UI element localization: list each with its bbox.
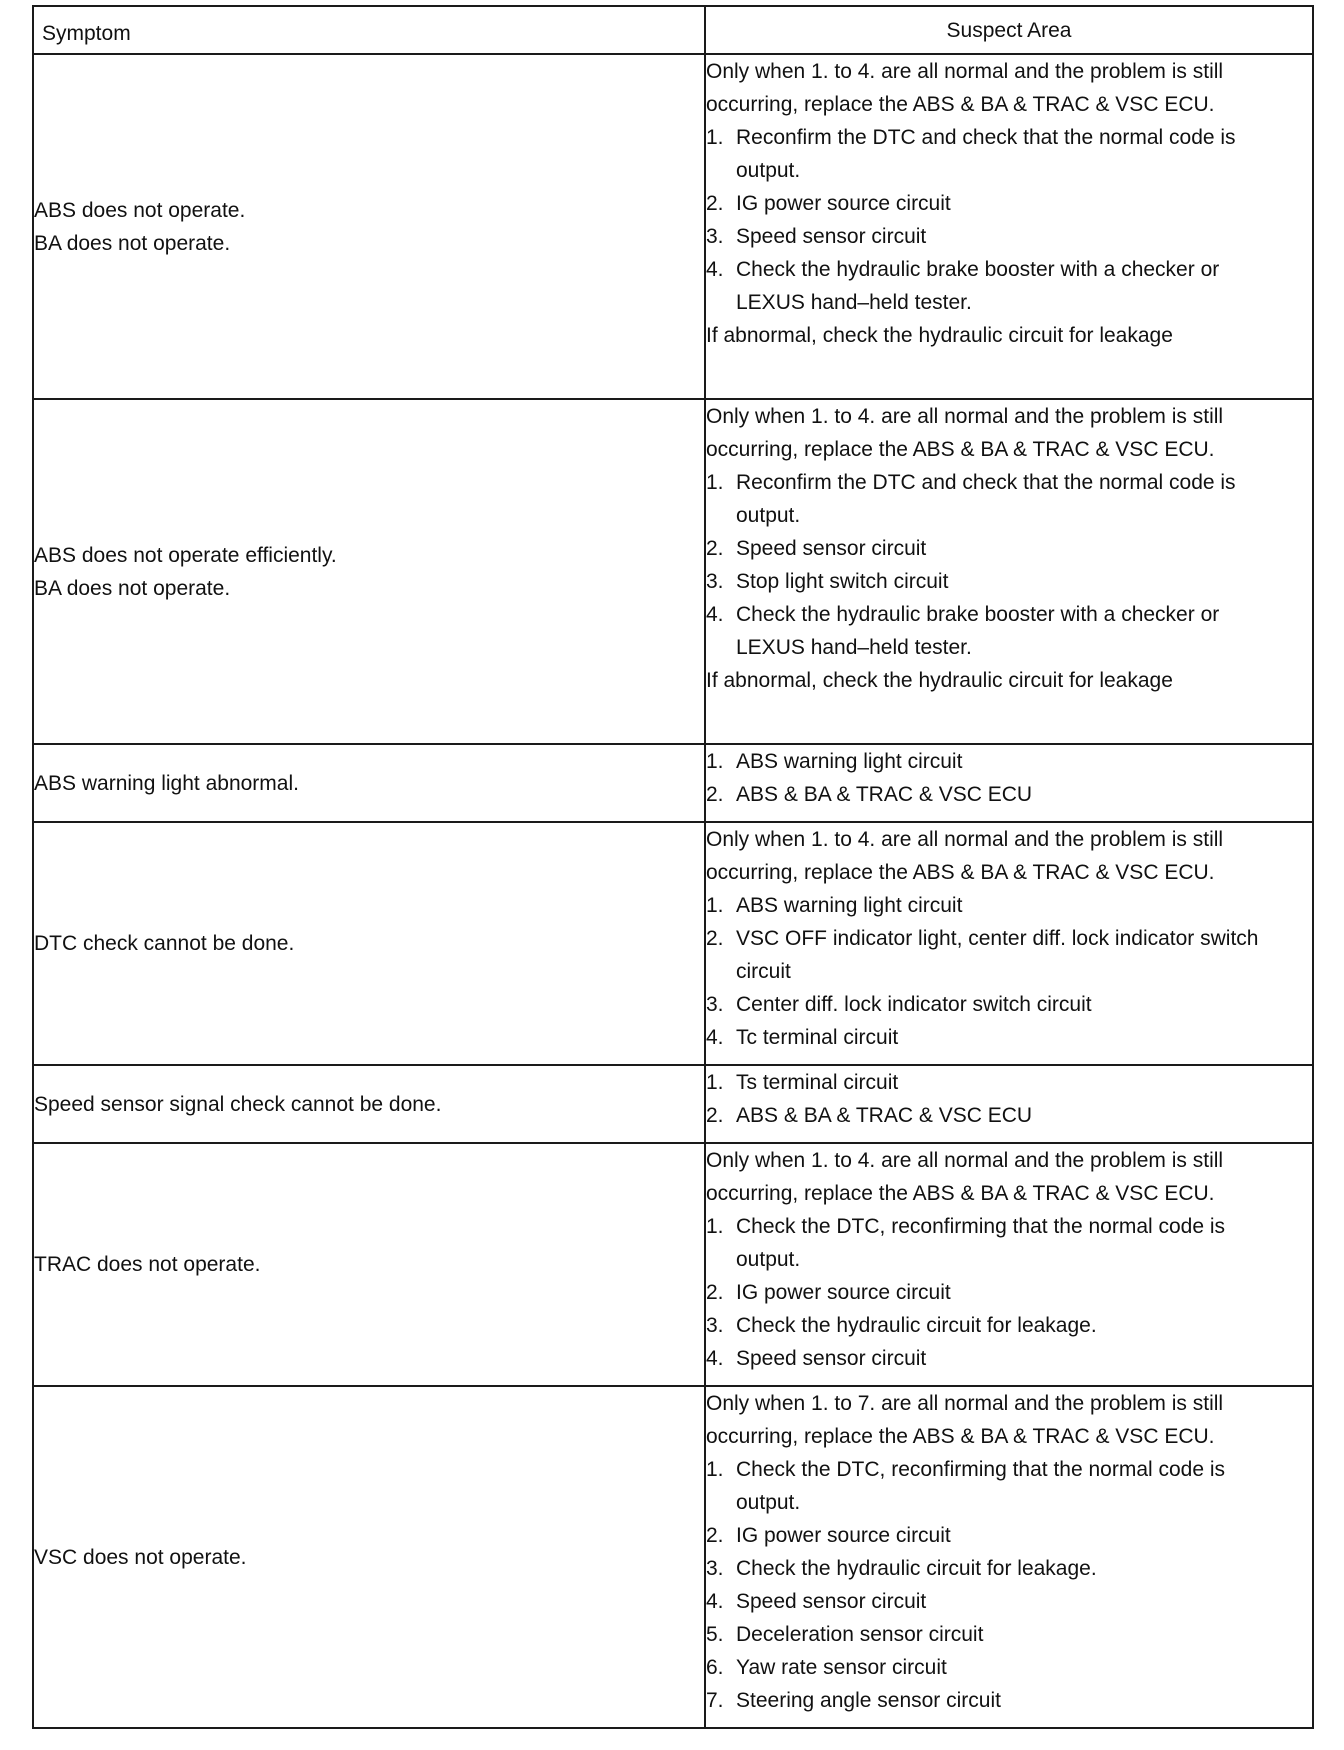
suspect-area-cell <box>705 744 1313 822</box>
item-text-block <box>736 1552 1312 1585</box>
item-number: 1. <box>706 750 724 773</box>
item-number: 1. <box>706 126 724 149</box>
symptom-cell <box>33 1143 705 1386</box>
item-text: output. <box>736 1491 801 1514</box>
symptom-cell <box>33 744 705 822</box>
item-number: 4. <box>706 258 724 281</box>
item-text: Reconfirm the DTC and check that the normal code is <box>736 471 1236 494</box>
item-text: Speed sensor circuit <box>736 225 927 248</box>
symptom-text: ABS does not operate. <box>34 198 246 222</box>
item-text-block <box>736 1453 1312 1519</box>
item-text-block <box>736 1210 1312 1276</box>
item-text: output. <box>736 159 801 182</box>
item-text: Stop light switch circuit <box>736 570 949 593</box>
list-item <box>706 1210 1312 1276</box>
intro-text: occurring, replace the ABS & BA & TRAC & VSC ECU. <box>706 438 1215 461</box>
item-number: 1. <box>706 1215 724 1238</box>
item-number: 1. <box>706 1071 724 1094</box>
suspect-area-cell <box>705 399 1313 744</box>
item-text: LEXUS hand–held tester. <box>736 636 972 659</box>
item-text: Deceleration sensor circuit <box>736 1623 984 1646</box>
item-number: 1. <box>706 894 724 917</box>
item-number: 4. <box>706 1026 724 1049</box>
item-text-block <box>736 598 1312 664</box>
item-text-block <box>736 532 1312 565</box>
item-number: 3. <box>706 570 724 593</box>
symptom-text: ABS does not operate efficiently. <box>34 543 337 567</box>
list-item <box>706 1099 1312 1132</box>
footer-note: If abnormal, check the hydraulic circuit for leakage <box>706 324 1173 347</box>
list-item <box>706 565 1312 598</box>
item-text-block <box>736 1618 1312 1651</box>
list-item <box>706 1342 1312 1375</box>
list-item <box>706 922 1312 988</box>
list-item <box>706 1066 1312 1099</box>
item-text: Reconfirm the DTC and check that the normal code is <box>736 126 1236 149</box>
list-item <box>706 1309 1312 1342</box>
item-text-block <box>736 1651 1312 1684</box>
item-number: 2. <box>706 192 724 215</box>
item-number: 4. <box>706 603 724 626</box>
item-text: ABS warning light circuit <box>736 750 963 773</box>
list-item <box>706 187 1312 220</box>
item-text-block <box>736 889 1312 922</box>
item-text-block <box>736 778 1312 811</box>
item-text-block <box>736 253 1312 319</box>
list-item <box>706 889 1312 922</box>
item-text-block <box>736 1309 1312 1342</box>
item-number: 6. <box>706 1656 724 1679</box>
list-item <box>706 598 1312 664</box>
list-item <box>706 1684 1312 1717</box>
intro-text: occurring, replace the ABS & BA & TRAC & VSC ECU. <box>706 861 1215 884</box>
item-text-block <box>736 187 1312 220</box>
item-number: 1. <box>706 471 724 494</box>
list-item <box>706 1552 1312 1585</box>
item-text-block <box>736 1021 1312 1054</box>
list-item <box>706 532 1312 565</box>
suspect-area-header: Suspect Area <box>705 6 1313 54</box>
item-text-block <box>736 1684 1312 1717</box>
item-text: Check the DTC, reconfirming that the normal code is <box>736 1215 1226 1238</box>
symptom-header: Symptom <box>33 6 705 54</box>
symptom-table <box>32 5 1314 1729</box>
suspect-area-cell <box>705 1143 1313 1386</box>
item-text: Ts terminal circuit <box>736 1071 899 1094</box>
table-row <box>33 1065 1313 1143</box>
item-text: output. <box>736 504 801 527</box>
item-number: 3. <box>706 993 724 1016</box>
table-row <box>33 1143 1313 1386</box>
symptom-text: BA does not operate. <box>34 576 231 600</box>
intro-text: Only when 1. to 4. are all normal and the problem is still <box>706 60 1224 83</box>
item-text-block <box>736 922 1312 988</box>
symptom-text: Speed sensor signal check cannot be done. <box>34 1092 442 1116</box>
item-text: Steering angle sensor circuit <box>736 1689 1001 1712</box>
footer-note: If abnormal, check the hydraulic circuit for leakage <box>706 669 1173 692</box>
intro-text: Only when 1. to 4. are all normal and the problem is still <box>706 828 1224 851</box>
item-text: Center diff. lock indicator switch circuit <box>736 993 1092 1016</box>
symptom-cell <box>33 822 705 1065</box>
item-number: 2. <box>706 1281 724 1304</box>
suspect-area-cell <box>705 1065 1313 1143</box>
item-number: 5. <box>706 1623 724 1646</box>
item-text-block <box>736 1585 1312 1618</box>
item-text-block <box>736 1519 1312 1552</box>
item-number: 3. <box>706 1557 724 1580</box>
list-item <box>706 1453 1312 1519</box>
suspect-area-cell <box>705 1386 1313 1728</box>
item-text: Check the DTC, reconfirming that the normal code is <box>736 1458 1226 1481</box>
item-text-block <box>736 988 1312 1021</box>
item-number: 2. <box>706 783 724 806</box>
table-row <box>33 54 1313 399</box>
item-text-block <box>736 1099 1312 1132</box>
list-item <box>706 1585 1312 1618</box>
list-item <box>706 1618 1312 1651</box>
item-text: Check the hydraulic brake booster with a checker or <box>736 258 1220 281</box>
item-text-block <box>736 565 1312 598</box>
list-item <box>706 121 1312 187</box>
item-text-block <box>736 121 1312 187</box>
table-body <box>33 54 1313 1728</box>
item-text: IG power source circuit <box>736 1281 951 1304</box>
list-item <box>706 1021 1312 1054</box>
symptom-cell <box>33 1386 705 1728</box>
intro-text: occurring, replace the ABS & BA & TRAC & VSC ECU. <box>706 93 1215 116</box>
item-number: 4. <box>706 1347 724 1370</box>
item-number: 4. <box>706 1590 724 1613</box>
item-text-block <box>736 220 1312 253</box>
header-row <box>33 6 1313 54</box>
item-text: Check the hydraulic circuit for leakage. <box>736 1557 1097 1580</box>
item-number: 2. <box>706 537 724 560</box>
item-text-block <box>736 1066 1312 1099</box>
list-item <box>706 1276 1312 1309</box>
item-text: IG power source circuit <box>736 1524 951 1547</box>
item-text: Speed sensor circuit <box>736 1347 927 1370</box>
item-text: Yaw rate sensor circuit <box>736 1656 947 1679</box>
item-text: IG power source circuit <box>736 192 951 215</box>
table-row <box>33 1386 1313 1728</box>
symptom-text: VSC does not operate. <box>34 1545 247 1569</box>
intro-text: Only when 1. to 4. are all normal and the problem is still <box>706 1149 1224 1172</box>
symptom-cell <box>33 54 705 399</box>
list-item <box>706 1519 1312 1552</box>
item-text: output. <box>736 1248 801 1271</box>
symptom-cell <box>33 1065 705 1143</box>
list-item <box>706 988 1312 1021</box>
symptom-text: ABS warning light abnormal. <box>34 771 299 795</box>
item-text-block <box>736 466 1312 532</box>
item-text-block <box>736 1342 1312 1375</box>
list-item <box>706 253 1312 319</box>
item-text: LEXUS hand–held tester. <box>736 291 972 314</box>
item-number: 3. <box>706 225 724 248</box>
item-number: 7. <box>706 1689 724 1712</box>
item-number: 2. <box>706 1524 724 1547</box>
intro-text: Only when 1. to 7. are all normal and the problem is still <box>706 1392 1224 1415</box>
symptom-text: TRAC does not operate. <box>34 1253 261 1276</box>
item-number: 3. <box>706 1314 724 1337</box>
suspect-area-cell <box>705 54 1313 399</box>
suspect-area-cell <box>705 822 1313 1065</box>
item-text: Check the hydraulic brake booster with a checker or <box>736 603 1220 626</box>
item-number: 2. <box>706 927 724 950</box>
item-text: ABS & BA & TRAC & VSC ECU <box>736 1104 1033 1127</box>
table-row <box>33 399 1313 744</box>
list-item <box>706 220 1312 253</box>
symptom-text: DTC check cannot be done. <box>34 932 295 955</box>
symptom-text: BA does not operate. <box>34 231 231 255</box>
table-row <box>33 822 1313 1065</box>
item-text: circuit <box>736 960 791 983</box>
list-item <box>706 466 1312 532</box>
list-item <box>706 778 1312 811</box>
item-number: 1. <box>706 1458 724 1481</box>
item-text: Speed sensor circuit <box>736 537 927 560</box>
symptom-cell <box>33 399 705 744</box>
item-text: ABS warning light circuit <box>736 894 963 917</box>
item-text-block <box>736 745 1312 778</box>
item-text: Check the hydraulic circuit for leakage. <box>736 1314 1097 1337</box>
item-number: 2. <box>706 1104 724 1127</box>
intro-text: Only when 1. to 4. are all normal and the problem is still <box>706 405 1224 428</box>
item-text: VSC OFF indicator light, center diff. lock indicator switch <box>736 927 1259 950</box>
list-item <box>706 1651 1312 1684</box>
intro-text: occurring, replace the ABS & BA & TRAC & VSC ECU. <box>706 1425 1215 1448</box>
intro-text: occurring, replace the ABS & BA & TRAC & VSC ECU. <box>706 1182 1215 1205</box>
item-text-block <box>736 1276 1312 1309</box>
item-text: Speed sensor circuit <box>736 1590 927 1613</box>
list-item <box>706 745 1312 778</box>
table-row <box>33 744 1313 822</box>
item-text: Tc terminal circuit <box>736 1026 899 1049</box>
item-text: ABS & BA & TRAC & VSC ECU <box>736 783 1033 806</box>
